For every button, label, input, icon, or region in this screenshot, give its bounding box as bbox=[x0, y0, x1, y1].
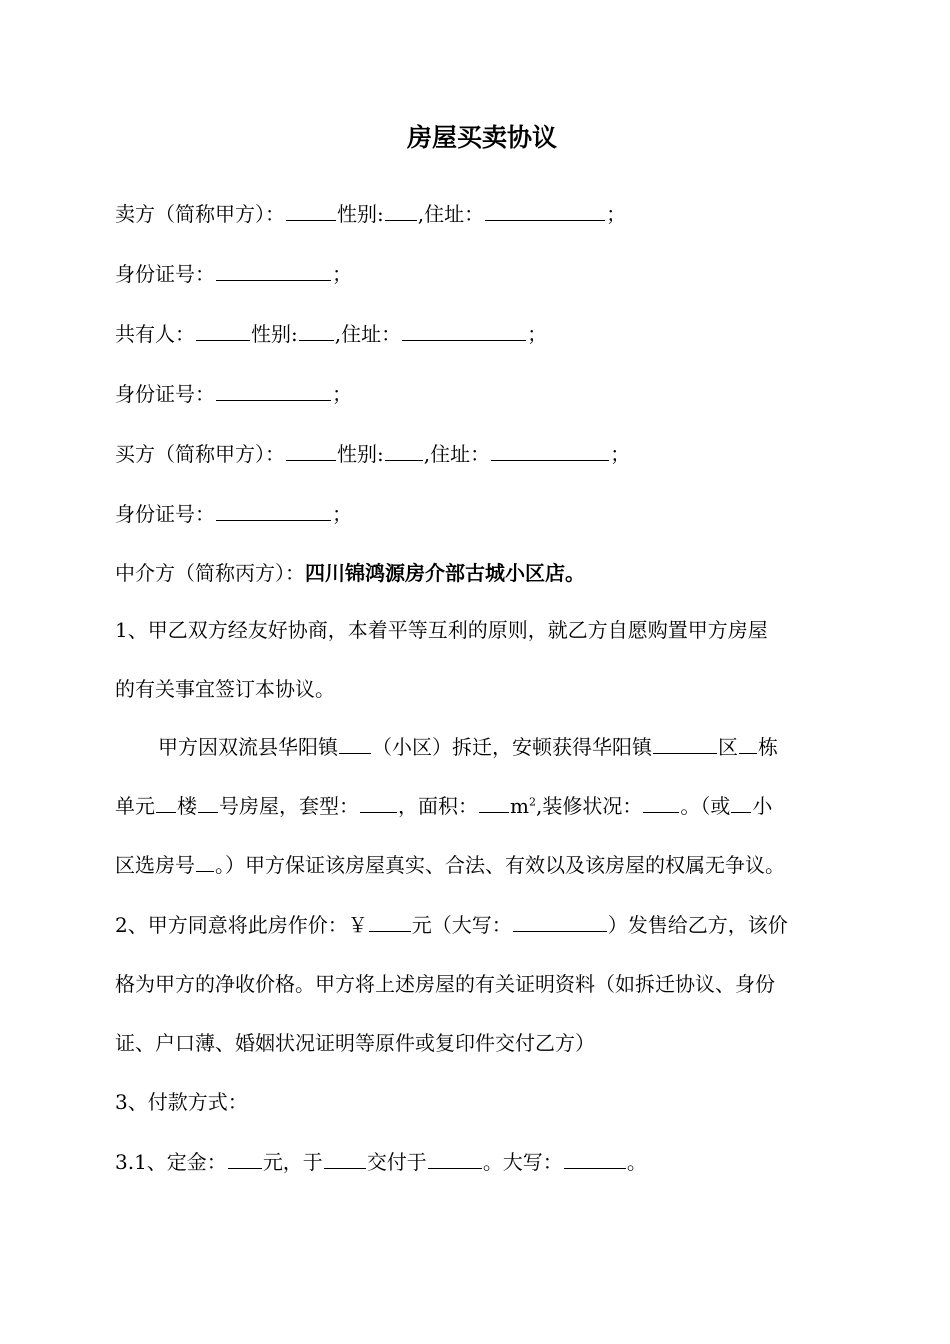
para-line1 bbox=[158, 732, 778, 762]
co-owner-address-blank[interactable] bbox=[402, 320, 526, 341]
co-owner-address-label: ,住址： bbox=[334, 322, 402, 346]
co-owner-name-blank[interactable] bbox=[196, 320, 250, 341]
co-owner-id-line bbox=[115, 379, 352, 409]
para-l1-d: 栋 bbox=[758, 735, 778, 759]
buyer-id-label: 身份证号： bbox=[115, 502, 215, 526]
room-number-blank[interactable] bbox=[196, 851, 214, 872]
clause2-line3: 证、户口薄、婚姻状况证明等原件或复印件交付乙方） bbox=[115, 1031, 595, 1055]
co-owner-id-end: ； bbox=[332, 382, 352, 406]
co-owner-end: ； bbox=[527, 322, 548, 346]
clause1-line2: 的有关事宜签订本协议。 bbox=[115, 677, 335, 701]
co-owner-id-label: 身份证号： bbox=[115, 382, 215, 406]
para-l2-a: 单元 bbox=[115, 794, 155, 818]
co-owner-gender-blank[interactable] bbox=[299, 320, 334, 341]
seller-address-label: ,住址： bbox=[417, 202, 485, 226]
co-owner-gender-label: 性别: bbox=[251, 322, 298, 346]
price-blank[interactable] bbox=[369, 911, 411, 932]
floor-blank[interactable] bbox=[198, 792, 218, 813]
agent-line bbox=[115, 558, 585, 588]
deposit-date-blank[interactable] bbox=[324, 1148, 366, 1169]
seller-id-label: 身份证号： bbox=[115, 262, 215, 286]
district-blank[interactable] bbox=[653, 733, 717, 754]
buyer-end: ； bbox=[610, 442, 631, 466]
buyer-gender-label: 性别: bbox=[337, 442, 384, 466]
deposit-words-blank[interactable] bbox=[564, 1148, 626, 1169]
para-l1-c: 区 bbox=[718, 735, 738, 759]
seller-id-blank[interactable] bbox=[216, 260, 331, 281]
co-owner-id-blank[interactable] bbox=[216, 380, 331, 401]
alt-community-blank[interactable] bbox=[731, 792, 751, 813]
clause3-1-d: 。大写： bbox=[482, 1150, 563, 1174]
seller-label: 卖方（简称甲方）： bbox=[115, 202, 285, 226]
area-blank[interactable] bbox=[479, 792, 509, 813]
seller-gender-blank[interactable] bbox=[385, 200, 417, 221]
unit-blank[interactable] bbox=[156, 792, 176, 813]
community-blank[interactable] bbox=[339, 733, 371, 754]
clause2-line2: 格为甲方的净收价格。甲方将上述房屋的有关证明资料（如拆迁协议、身份 bbox=[115, 972, 775, 996]
seller-line bbox=[115, 199, 626, 229]
para-l1-b: （小区）拆迁，安顿获得华阳镇 bbox=[372, 735, 652, 759]
buyer-name-blank[interactable] bbox=[286, 440, 336, 461]
buyer-label: 买方（简称甲方）： bbox=[115, 442, 285, 466]
para-l3-b: 。）甲方保证该房屋真实、合法、有效以及该房屋的权属无争议。 bbox=[215, 853, 785, 877]
buyer-line bbox=[115, 439, 630, 469]
clause2-line1 bbox=[115, 910, 788, 940]
para-l2-g: 。（或 bbox=[680, 794, 731, 818]
para-line3 bbox=[115, 850, 785, 880]
buyer-gender-blank[interactable] bbox=[385, 440, 423, 461]
buyer-address-label: ,住址： bbox=[423, 442, 491, 466]
deposit-amount-blank[interactable] bbox=[228, 1148, 262, 1169]
para-l2-e: m bbox=[510, 794, 529, 818]
buyer-id-end: ； bbox=[332, 502, 352, 526]
para-l3-a: 区选房号 bbox=[115, 853, 195, 877]
para-l2-h: 小 bbox=[752, 794, 773, 818]
clause3-heading: 3、付款方式： bbox=[115, 1090, 248, 1114]
co-owner-label: 共有人： bbox=[115, 322, 195, 346]
building-blank[interactable] bbox=[739, 733, 757, 754]
seller-id-end: ； bbox=[332, 262, 352, 286]
clause3-1-e: 。 bbox=[626, 1150, 647, 1174]
agent-name: 四川锦鸿源房介部古城小区店。 bbox=[305, 561, 585, 585]
buyer-id-line bbox=[115, 499, 352, 529]
para-l2-f: ,装修状况： bbox=[535, 794, 643, 818]
clause3-1-a: 3.1、定金： bbox=[115, 1150, 227, 1174]
para-l2-sup: 2 bbox=[528, 795, 536, 809]
seller-end: ； bbox=[606, 202, 627, 226]
clause3-1-line bbox=[115, 1147, 647, 1177]
clause1-line1: 1、甲乙双方经友好协商，本着平等互利的原则，就乙方自愿购置甲方房屋 bbox=[115, 618, 768, 642]
para-l2-c: 号房屋，套型： bbox=[219, 794, 359, 818]
agent-label: 中介方（简称丙方）： bbox=[115, 561, 305, 585]
deposit-recipient-blank[interactable] bbox=[428, 1148, 482, 1169]
layout-blank[interactable] bbox=[360, 792, 397, 813]
para-l2-d: ，面积： bbox=[398, 794, 478, 818]
seller-gender-label: 性别: bbox=[337, 202, 384, 226]
co-owner-line bbox=[115, 319, 547, 349]
seller-id-line bbox=[115, 259, 352, 289]
buyer-address-blank[interactable] bbox=[491, 440, 609, 461]
para-l2-b: 楼 bbox=[177, 794, 197, 818]
seller-name-blank[interactable] bbox=[286, 200, 336, 221]
document-title: 房屋买卖协议 bbox=[406, 123, 557, 152]
buyer-id-blank[interactable] bbox=[216, 500, 331, 521]
para-line2 bbox=[115, 791, 772, 821]
price-words-blank[interactable] bbox=[513, 911, 607, 932]
clause2-l1-a: 2、甲方同意将此房作价：￥ bbox=[115, 913, 368, 937]
clause2-l1-c: ）发售给乙方，该价 bbox=[607, 913, 788, 937]
clause3-1-c: 交付于 bbox=[366, 1150, 427, 1174]
clause2-l1-b: 元（大写： bbox=[411, 913, 512, 937]
seller-address-blank[interactable] bbox=[485, 200, 605, 221]
decoration-blank[interactable] bbox=[643, 792, 679, 813]
para-l1-a: 甲方因双流县华阳镇 bbox=[158, 735, 338, 759]
clause3-1-b: 元，于 bbox=[262, 1150, 323, 1174]
